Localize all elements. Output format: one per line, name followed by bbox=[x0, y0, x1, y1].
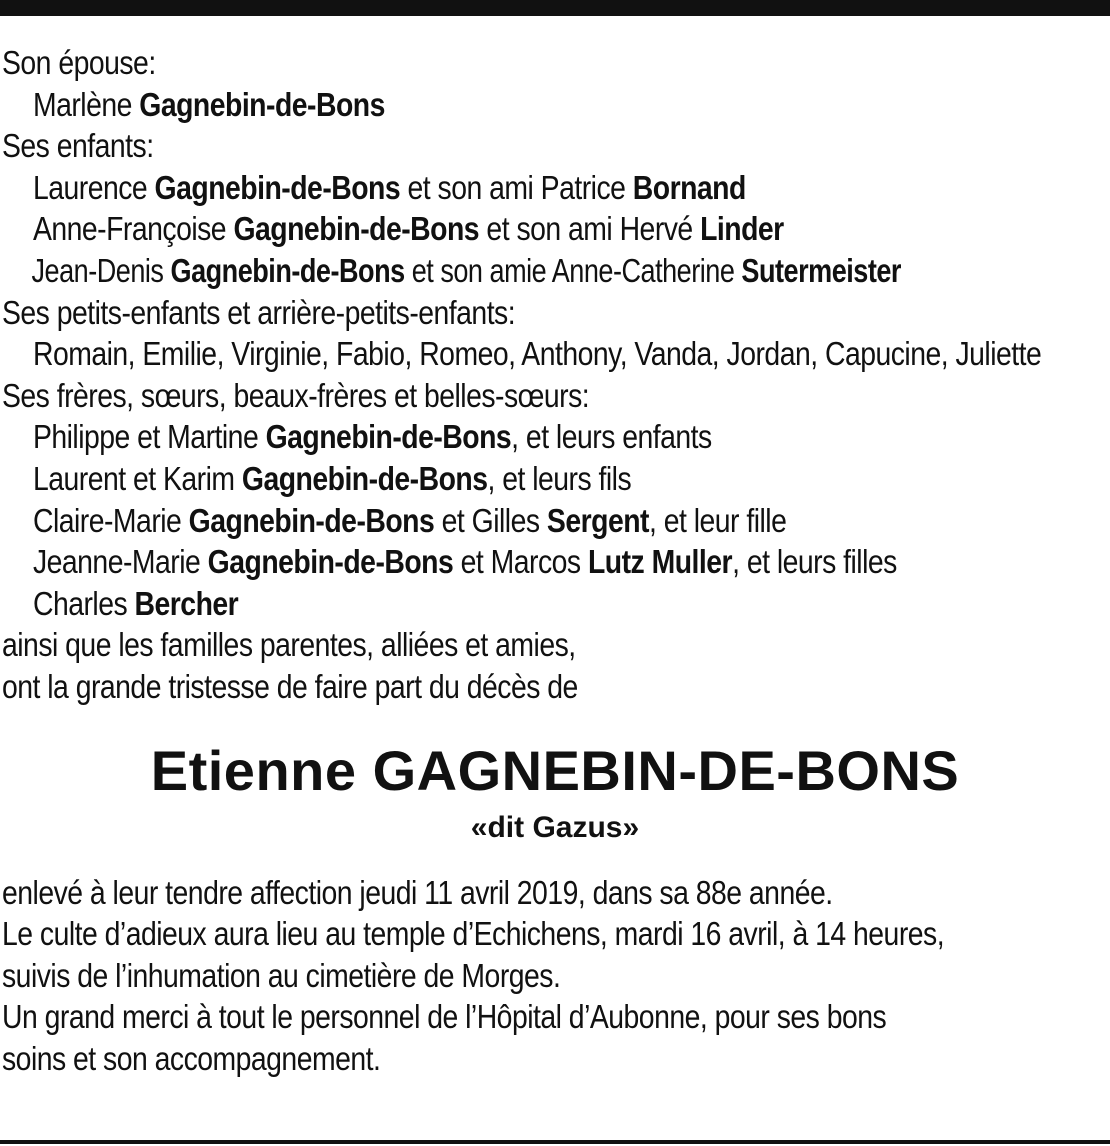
sibling-last: Gagnebin-de-Bons bbox=[207, 543, 454, 581]
sibling-first: Claire-Marie bbox=[32, 501, 182, 539]
closing-family: ainsi que les familles parentes, alliées et amies, bbox=[2, 626, 576, 664]
grandchildren-heading: Ses petits-enfants et arrière-petits-enfants: bbox=[2, 293, 516, 331]
sibling-first: Laurent et Karim bbox=[32, 459, 235, 497]
detail-line: enlevé à leur tendre affection jeudi 11 avril 2019, dans sa 88e année. bbox=[2, 873, 833, 911]
sibling-row bbox=[2, 541, 953, 583]
child-row bbox=[2, 208, 953, 250]
sibling-mid-last: Lutz Muller bbox=[587, 543, 733, 581]
top-rule bbox=[0, 0, 1110, 16]
detail-line: suivis de l’inhumation au cimetière de Morges. bbox=[2, 956, 561, 994]
siblings-heading: Ses frères, sœurs, beaux-frères et belles-sœurs: bbox=[2, 376, 590, 414]
sibling-mid: et Marcos bbox=[460, 543, 581, 581]
child-last: Gagnebin-de-Bons bbox=[233, 210, 480, 248]
sibling-last: Gagnebin-de-Bons bbox=[265, 418, 512, 456]
sibling-row bbox=[2, 458, 953, 500]
obituary-notice bbox=[2, 42, 1108, 1079]
sibling-last: Gagnebin-de-Bons bbox=[241, 459, 488, 497]
announcement: ont la grande tristesse de faire part du décès de bbox=[2, 667, 578, 705]
partner-last: Linder bbox=[700, 210, 784, 248]
detail-line: Un grand merci à tout le personnel de l’Hôpital d’Aubonne, pour ses bons bbox=[2, 998, 887, 1036]
children-heading: Ses enfants: bbox=[2, 127, 154, 165]
partner-last: Bornand bbox=[632, 168, 746, 206]
sibling-first: Jeanne-Marie bbox=[32, 543, 201, 581]
sibling-mid: et Gilles bbox=[441, 501, 540, 539]
child-first: Laurence bbox=[32, 168, 148, 206]
child-first: Anne-Françoise bbox=[32, 210, 227, 248]
child-row bbox=[2, 250, 909, 292]
partner-text: et son ami Patrice bbox=[407, 168, 626, 206]
sibling-last: Bercher bbox=[134, 584, 239, 622]
child-last: Gagnebin-de-Bons bbox=[154, 168, 401, 206]
sibling-row bbox=[2, 416, 953, 458]
partner-text: et son amie Anne-Catherine bbox=[411, 251, 735, 289]
detail-line: Le culte d’adieux aura lieu au temple d’Echichens, mardi 16 avril, à 14 heures, bbox=[2, 915, 945, 953]
spouse-heading: Son épouse: bbox=[2, 44, 156, 81]
deceased-nickname: «dit Gazus» bbox=[470, 810, 640, 844]
spouse-first: Marlène bbox=[32, 85, 132, 123]
spouse-line bbox=[2, 84, 953, 126]
sibling-tail: , et leur fille bbox=[648, 501, 787, 539]
child-last: Gagnebin-de-Bons bbox=[170, 251, 405, 289]
sibling-row bbox=[2, 500, 953, 542]
bottom-rule bbox=[0, 1140, 1110, 1144]
detail-line: soins et son accompagnement. bbox=[2, 1039, 381, 1077]
sibling-first: Charles bbox=[32, 584, 128, 622]
partner-text: et son ami Hervé bbox=[486, 210, 693, 248]
spouse-last: Gagnebin-de-Bons bbox=[139, 85, 385, 123]
sibling-first: Philippe et Martine bbox=[32, 418, 259, 456]
sibling-tail: , et leurs fils bbox=[487, 459, 632, 497]
child-row bbox=[2, 167, 953, 209]
partner-last: Sutermeister bbox=[741, 251, 901, 289]
sibling-last: Gagnebin-de-Bons bbox=[188, 501, 435, 539]
sibling-tail: , et leurs enfants bbox=[511, 418, 712, 456]
deceased-name: Etienne GAGNEBIN-DE-BONS bbox=[150, 738, 960, 802]
grandchildren-names: Romain, Emilie, Virginie, Fabio, Romeo, Anthony, Vanda, Jordan, Capucine, Juliette bbox=[32, 335, 1042, 373]
sibling-tail: , et leurs filles bbox=[732, 543, 897, 581]
sibling-row bbox=[2, 583, 953, 625]
child-first: Jean-Denis bbox=[31, 251, 164, 289]
sibling-mid-last: Sergent bbox=[546, 501, 649, 539]
